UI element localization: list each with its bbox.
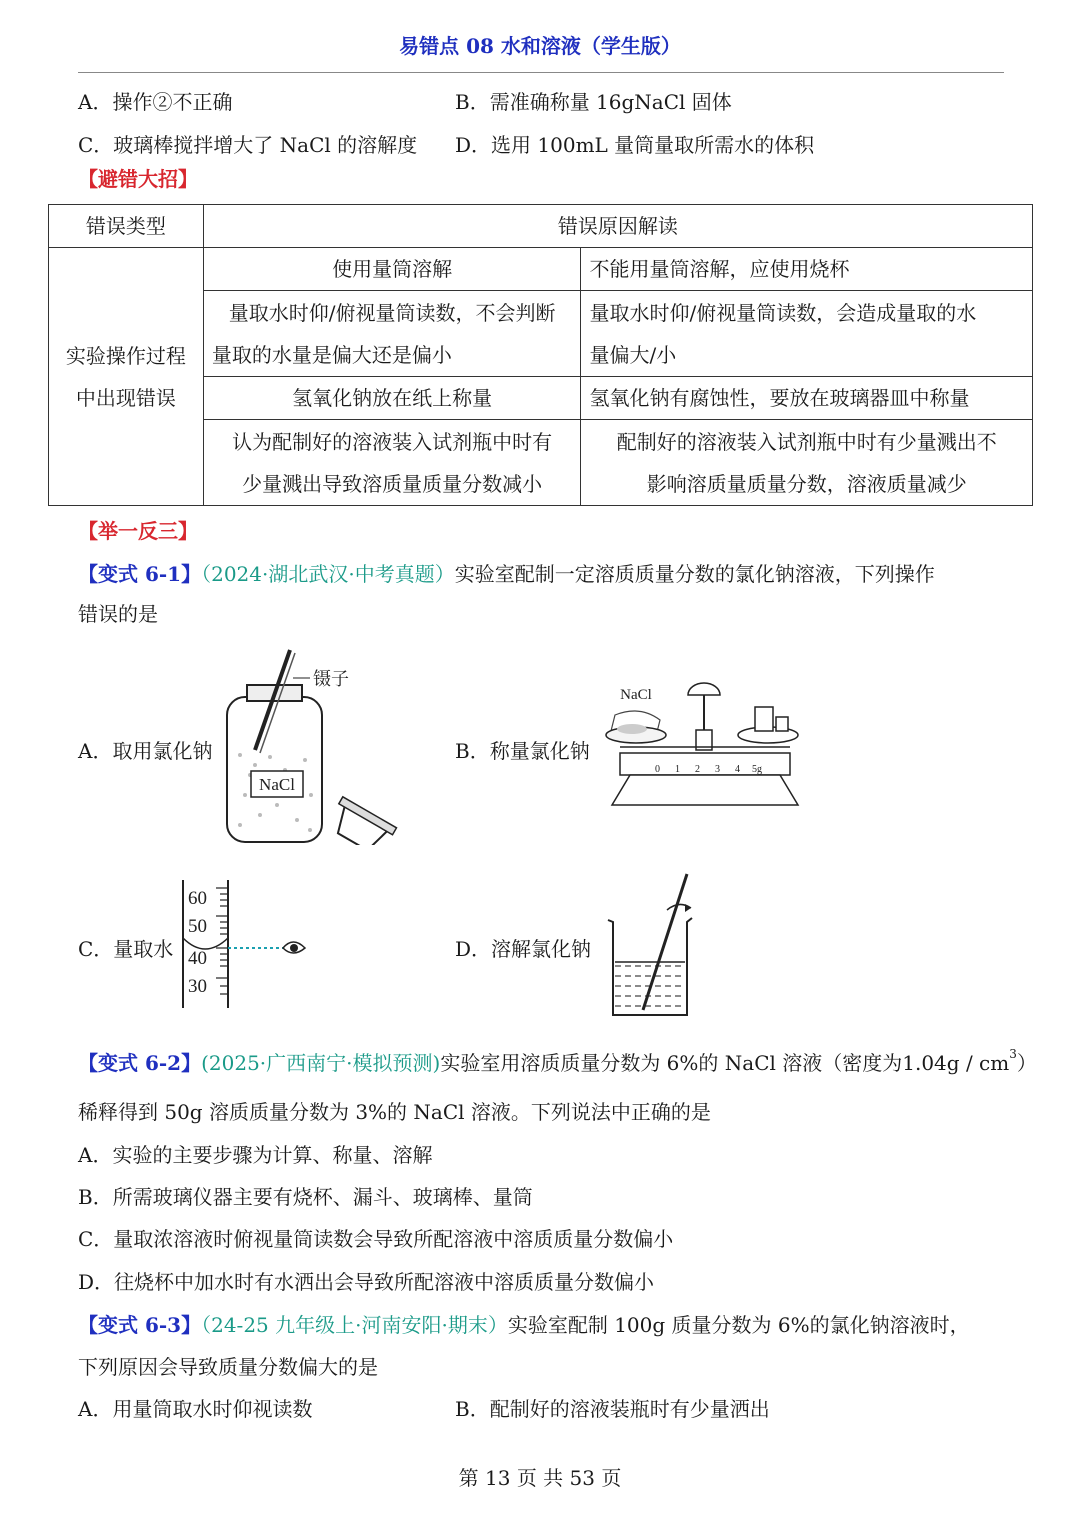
row2-left (203, 291, 581, 377)
q1-option-c: C．量取水 (78, 937, 174, 961)
cyl-label-50: 50 (188, 916, 207, 937)
q3-stem-line2: 下列原因会导致质量分数偏大的是 (78, 1355, 378, 1379)
q3-option-b: B．配制好的溶液装瓶时有少量洒出 (455, 1397, 770, 1421)
cylinder-labels (188, 888, 207, 997)
row2-right-line1: 量取水时仰/俯视量筒读数，会造成量取的水 (589, 300, 977, 325)
row4-left-line1: 认为配制好的溶液装入试剂瓶中时有 (232, 429, 553, 454)
prev-option-d: D．选用 100mL 量筒量取所需水的体积 (455, 133, 815, 157)
row1-right: 不能用量筒溶解，应使用烧杯 (581, 248, 1033, 291)
scale-tick-2: 2 (695, 764, 700, 775)
balance-base (612, 775, 798, 805)
prev-option-c: C．玻璃棒搅拌增大了 NaCl 的溶解度 (78, 133, 418, 157)
figure-a-bottle (215, 645, 415, 845)
scale-tick-4: 4 (735, 764, 740, 775)
row3-right: 氢氧化钠有腐蚀性，要放在玻璃器皿中称量 (581, 377, 1033, 420)
q2-stem-sup: 3 (1009, 1047, 1017, 1061)
q3-source: （24-25 九年级上·河南安阳·期末） (201, 1313, 508, 1337)
q1-label: 【变式 6-1】 (78, 562, 202, 586)
q1-stem: 实验室配制一定溶质质量分数的氯化钠溶液，下列操作 (454, 562, 935, 586)
prev-option-b: B．需准确称量 16gNaCl 固体 (455, 90, 732, 114)
tweezers-label: 镊子 (313, 669, 349, 690)
eye-icon (283, 942, 305, 953)
balance-dial (688, 683, 720, 695)
q1-option-b: B．称量氯化钠 (455, 739, 590, 763)
bottle-cap-icon (326, 797, 397, 845)
q3-stem: 实验室配制 100g 质量分数为 6%的氯化钠溶液时， (507, 1313, 970, 1337)
tips-heading: 【避错大招】 (78, 167, 198, 191)
figure-b-balance (600, 675, 810, 815)
q2-label: 【变式 6-2】 (78, 1051, 202, 1075)
q2-option-d: D．往烧杯中加水时有水洒出会导致所配溶液中溶质质量分数偏小 (78, 1270, 655, 1294)
q2-stem-b: ） (1016, 1051, 1037, 1075)
q2-stem-line1 (78, 1047, 1037, 1076)
q3-option-a: A．用量筒取水时仰视读数 (78, 1397, 313, 1421)
row2-left-line2: 量取的水量是偏大还是偏小 (211, 342, 452, 367)
q2-option-b: B．所需玻璃仪器主要有烧杯、漏斗、玻璃棒、量筒 (78, 1185, 533, 1209)
row1-left: 使用量筒溶解 (203, 248, 581, 291)
q1-option-d: D．溶解氯化钠 (455, 937, 592, 961)
scale-tick-5: 5g (752, 764, 762, 775)
page-footer: 第 13 页 共 53 页 (458, 1466, 622, 1490)
q2-option-a: A．实验的主要步骤为计算、称量、溶解 (78, 1143, 433, 1167)
bottle-body (227, 697, 322, 842)
glass-rod-icon (643, 874, 687, 1010)
cyl-label-60: 60 (188, 888, 207, 909)
category-line-2: 中出现错误 (75, 385, 176, 410)
cyl-label-40: 40 (188, 948, 207, 969)
row4-left (203, 420, 581, 506)
q1-option-a: A．取用氯化钠 (78, 739, 213, 763)
row2-right (581, 291, 1033, 377)
header-rule (78, 72, 1004, 73)
row3-left: 氢氧化钠放在纸上称量 (203, 377, 581, 420)
q2-stem-line2: 稀释得到 50g 溶质质量分数为 3%的 NaCl 溶液。下列说法中正确的是 (78, 1100, 711, 1124)
weight-large-icon (755, 707, 773, 731)
category-line-1: 实验操作过程 (65, 343, 186, 368)
cylinder-ticks (216, 888, 228, 994)
q1-stem-line2: 错误的是 (78, 602, 158, 626)
scale-tick-3: 3 (715, 764, 720, 775)
scale-tick-0: 0 (655, 764, 660, 775)
bottle-label-text: NaCl (259, 775, 295, 794)
page-title: 易错点 08 水和溶液（学生版） (399, 34, 681, 58)
practice-heading: 【举一反三】 (78, 519, 198, 543)
q2-stem-a: 实验室用溶质质量分数为 6%的 NaCl 溶液（密度为1.04g / cm (440, 1051, 1010, 1075)
row2-left-line1: 量取水时仰/俯视量筒读数，不会判断 (228, 300, 556, 325)
row4-left-line2: 少量溅出导致溶质量质量分数减小 (242, 471, 543, 496)
row2-right-line2: 量偏大/小 (589, 342, 677, 367)
balance-nacl-label: NaCl (620, 687, 652, 703)
q3-label: 【变式 6-3】 (78, 1313, 202, 1337)
table-header-type: 错误类型 (49, 205, 204, 248)
q2-option-c: C．量取浓溶液时俯视量筒读数会导致所配溶液中溶质质量分数偏小 (78, 1227, 674, 1251)
weight-small-icon (776, 717, 788, 731)
row4-right (581, 420, 1033, 506)
q2-source: (2025·广西南宁·模拟预测) (201, 1051, 441, 1075)
q1-stem-line1 (78, 558, 935, 587)
q3-stem-line1 (78, 1309, 970, 1338)
prev-option-a: A．操作②不正确 (78, 90, 233, 114)
nacl-pile (617, 724, 647, 734)
error-tips-table (48, 204, 1033, 506)
category-cell (49, 248, 204, 506)
row4-right-line1: 配制好的溶液装入试剂瓶中时有少量溅出不 (616, 429, 997, 454)
scale-tick-1: 1 (675, 764, 680, 775)
cyl-label-30: 30 (188, 976, 207, 997)
table-header-reason: 错误原因解读 (203, 205, 1032, 248)
q1-source: （2024·湖北武汉·中考真题） (201, 562, 455, 586)
row4-right-line2: 影响溶质量质量分数，溶液质量减少 (646, 471, 967, 496)
balance-beam (620, 753, 790, 775)
figure-c-cylinder (178, 878, 313, 1013)
figure-d-beaker (605, 870, 705, 1020)
